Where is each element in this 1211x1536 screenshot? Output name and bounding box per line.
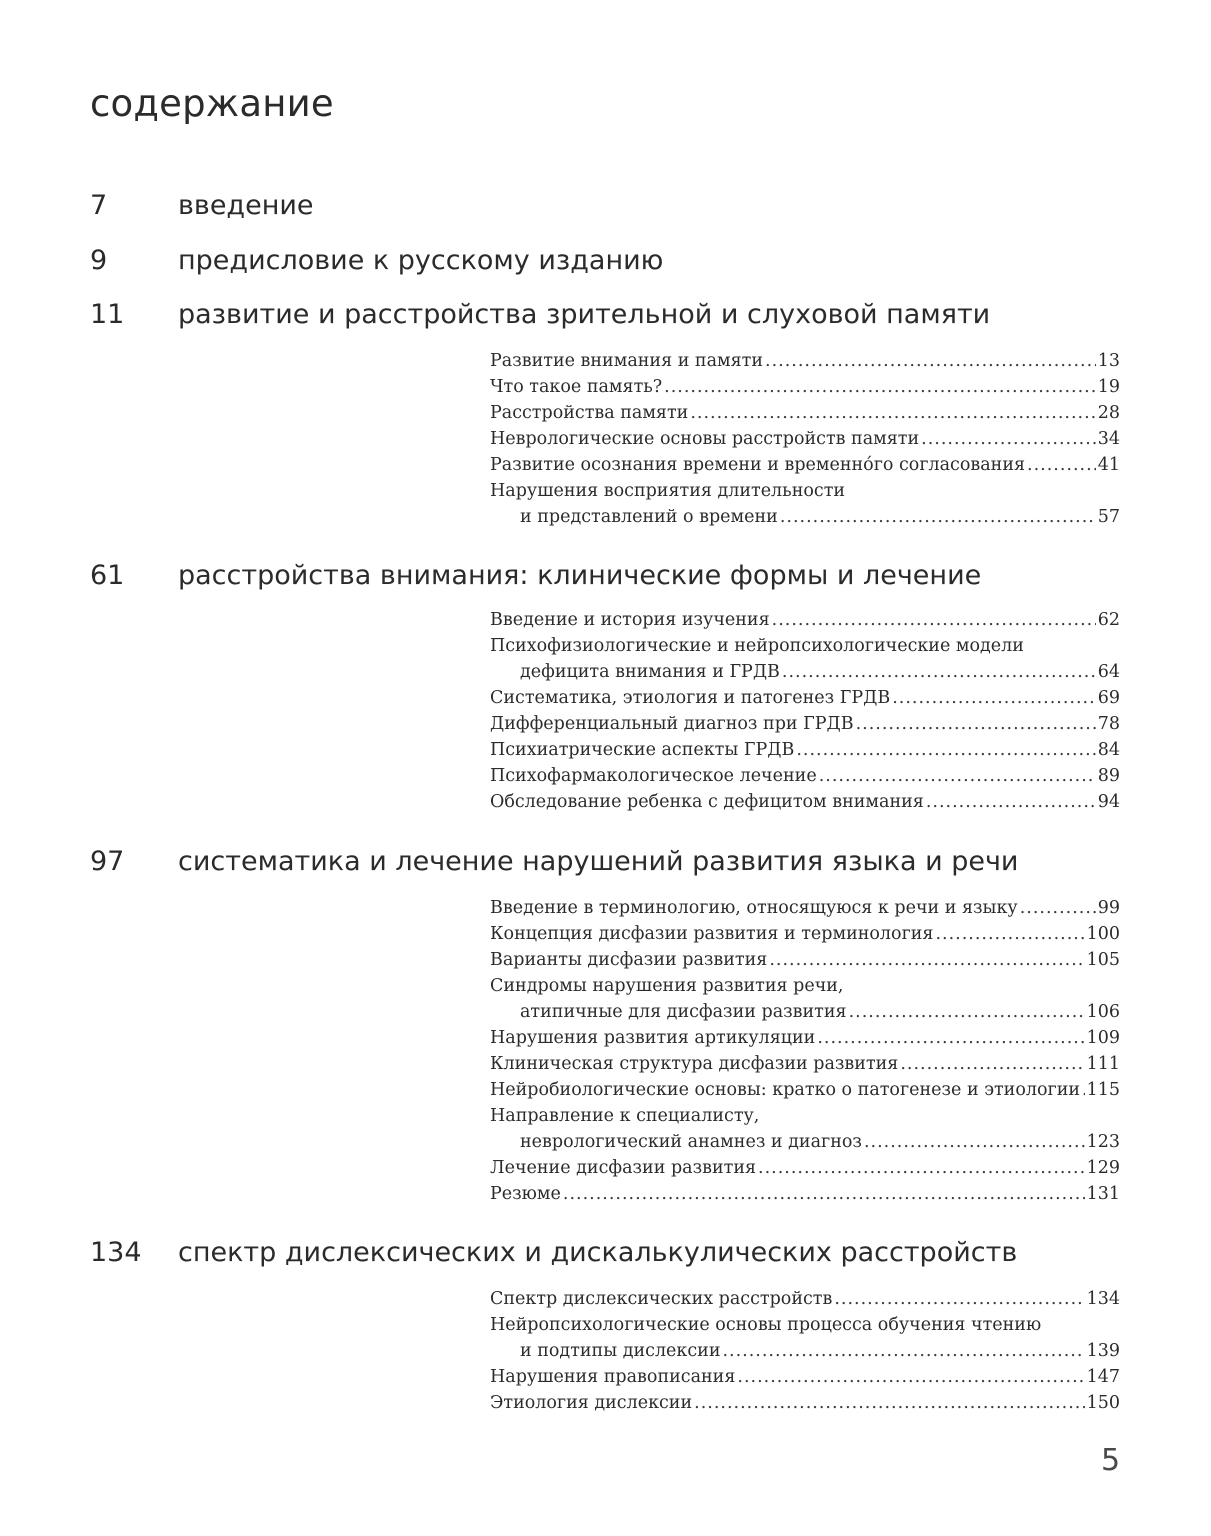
entry-title: Расстройства памяти	[490, 403, 689, 423]
section-list-dyslexia	[490, 1286, 1120, 1416]
toc-entry[interactable]	[490, 1390, 1120, 1416]
chapter-page-number: 61	[90, 560, 125, 591]
entry-title: Психиатрические аспекты ГРДВ	[490, 740, 795, 760]
entry-title: Что такое память?	[490, 377, 663, 397]
dot-leader	[772, 607, 1096, 633]
page-number: 5	[1101, 1443, 1121, 1478]
entry-title: Этиология дислексии	[490, 1393, 693, 1413]
entry-title: Концепция дисфазии развития и терминология	[490, 924, 934, 944]
entry-page: 34	[1097, 429, 1120, 449]
toc-entry-first-line[interactable]: Направление к специалисту,	[490, 1106, 760, 1126]
section-list-attention	[490, 607, 1120, 815]
entry-page: 62	[1097, 610, 1120, 630]
entry-title: Развитие внимания и памяти	[490, 351, 764, 371]
entry-title: Систематика, этиология и патогенез ГРДВ	[490, 688, 891, 708]
toc-entry[interactable]	[490, 504, 1120, 530]
toc-entry[interactable]	[490, 1077, 1120, 1103]
entry-title: и подтипы дислексии	[520, 1341, 721, 1361]
chapter-title: спектр дислексических и дискалькулических расстройств	[178, 1237, 1018, 1268]
toc-entry[interactable]	[490, 711, 1120, 737]
toc-entry-first-line[interactable]: Синдромы нарушения развития речи,	[490, 976, 844, 996]
toc-entry[interactable]	[490, 426, 1120, 452]
entry-page: 89	[1097, 766, 1120, 786]
entry-title: Введение и история изучения	[490, 610, 770, 630]
toc-entry-first-line[interactable]: Нейропсихологические основы процесса обучения чтению	[490, 1315, 1042, 1335]
entry-title: Обследование ребенка с дефицитом внимания	[490, 792, 924, 812]
entry-title: Введение в терминологию, относящуюся к речи и языку	[490, 898, 1018, 918]
chapter-title: систематика и лечение нарушений развития языка и речи	[178, 846, 1019, 877]
dot-leader	[817, 1025, 1084, 1051]
toc-entry[interactable]	[490, 895, 1120, 921]
dot-leader	[780, 504, 1096, 530]
entry-page: 84	[1097, 740, 1120, 760]
toc-entry[interactable]	[490, 789, 1120, 815]
entry-page: 41	[1097, 455, 1120, 475]
section-list-memory	[490, 348, 1120, 530]
entry-page: 134	[1086, 1289, 1120, 1309]
entry-page: 69	[1097, 688, 1120, 708]
entry-title: Лечение дисфазии развития	[490, 1158, 757, 1178]
chapter-page-number: 9	[90, 245, 108, 276]
dot-leader	[926, 789, 1096, 815]
entry-page: 94	[1097, 792, 1120, 812]
toc-entry[interactable]	[490, 1051, 1120, 1077]
toc-entry[interactable]	[490, 1286, 1120, 1312]
toc-entry[interactable]	[490, 452, 1120, 478]
entry-title: атипичные для дисфазии развития	[520, 1002, 847, 1022]
dot-leader	[900, 1051, 1084, 1077]
toc-entry[interactable]	[490, 685, 1120, 711]
dot-leader	[1020, 895, 1096, 921]
dot-leader	[765, 348, 1096, 374]
dot-leader	[921, 426, 1096, 452]
toc-entry-first-line[interactable]: Психофизиологические и нейропсихологические модели	[490, 636, 1024, 656]
toc-entry[interactable]	[490, 659, 1120, 685]
dot-leader	[737, 1364, 1084, 1390]
toc-entry[interactable]	[490, 999, 1120, 1025]
entry-page: 147	[1086, 1367, 1120, 1387]
entry-title: Психофармакологическое лечение	[490, 766, 817, 786]
entry-page: 150	[1086, 1393, 1120, 1413]
entry-page: 99	[1097, 898, 1120, 918]
entry-title: и представлений о времени	[520, 507, 778, 527]
entry-page: 129	[1086, 1158, 1120, 1178]
toc-entry[interactable]	[490, 1155, 1120, 1181]
dot-leader	[722, 1338, 1084, 1364]
toc-entry[interactable]	[490, 607, 1120, 633]
entry-title: Нейробиологические основы: кратко о патогенезе и этиологии	[490, 1080, 1081, 1100]
entry-page: 64	[1097, 662, 1120, 682]
entry-page: 115	[1086, 1080, 1120, 1100]
dot-leader	[563, 1181, 1085, 1207]
entry-page: 57	[1097, 507, 1120, 527]
dot-leader	[935, 921, 1084, 947]
dot-leader	[796, 737, 1095, 763]
dot-leader	[782, 659, 1096, 685]
entry-title: Развитие осознания времени и временнóго согласования	[490, 455, 1026, 475]
entry-page: 13	[1097, 351, 1120, 371]
dot-leader	[1027, 452, 1096, 478]
toc-entry-first-line[interactable]: Нарушения восприятия длительности	[490, 481, 846, 501]
dot-leader	[819, 763, 1096, 789]
dot-leader	[1082, 1077, 1085, 1103]
toc-entry[interactable]	[490, 348, 1120, 374]
entry-page: 105	[1086, 950, 1120, 970]
entry-title: Клиническая структура дисфазии развития	[490, 1054, 899, 1074]
entry-title: Спектр дислексических расстройств	[490, 1289, 833, 1309]
chapter-title: развитие и расстройства зрительной и слуховой памяти	[178, 299, 991, 330]
toc-entry[interactable]	[490, 374, 1120, 400]
entry-page: 28	[1097, 403, 1120, 423]
chapter-title: расстройства внимания: клинические формы и лечение	[178, 560, 982, 591]
entry-page: 78	[1097, 714, 1120, 734]
dot-leader	[834, 1286, 1084, 1312]
entry-page: 106	[1086, 1002, 1120, 1022]
dot-leader	[892, 685, 1096, 711]
dot-leader	[849, 999, 1085, 1025]
entry-title: Нарушения правописания	[490, 1367, 736, 1387]
chapter-page-number: 97	[90, 846, 125, 877]
dot-leader	[758, 1155, 1085, 1181]
entry-page: 100	[1086, 924, 1120, 944]
toc-entry[interactable]	[490, 947, 1120, 973]
entry-title: Варианты дисфазии развития	[490, 950, 768, 970]
entry-title: Резюме	[490, 1184, 561, 1204]
page-title: содержание	[90, 82, 334, 125]
section-list-language	[490, 895, 1120, 1207]
dot-leader	[690, 400, 1095, 426]
toc-entry[interactable]	[490, 1129, 1120, 1155]
entry-page: 111	[1086, 1054, 1120, 1074]
entry-title: неврологический анамнез и диагноз	[520, 1132, 862, 1152]
dot-leader	[856, 711, 1096, 737]
toc-entry[interactable]	[490, 400, 1120, 426]
toc-entry[interactable]	[490, 1364, 1120, 1390]
entry-title: дефицита внимания и ГРДВ	[520, 662, 780, 682]
entry-page: 109	[1086, 1028, 1120, 1048]
entry-page: 139	[1086, 1341, 1120, 1361]
entry-title: Дифференциальный диагноз при ГРДВ	[490, 714, 854, 734]
entry-page: 123	[1086, 1132, 1120, 1152]
chapter-page-number: 11	[90, 299, 125, 330]
entry-title: Нарушения развития артикуляции	[490, 1028, 816, 1048]
dot-leader	[694, 1390, 1084, 1416]
toc-entry[interactable]	[490, 737, 1120, 763]
entry-page: 19	[1097, 377, 1120, 397]
toc-entry[interactable]	[490, 1025, 1120, 1051]
dot-leader	[864, 1129, 1085, 1155]
chapter-title: введение	[178, 190, 314, 221]
dot-leader	[769, 947, 1084, 973]
chapter-title: предисловие к русскому изданию	[178, 245, 664, 276]
dot-leader	[664, 374, 1096, 400]
toc-entry[interactable]	[490, 921, 1120, 947]
chapter-page-number: 134	[90, 1237, 142, 1268]
toc-entry[interactable]	[490, 1338, 1120, 1364]
toc-entry[interactable]	[490, 763, 1120, 789]
entry-page: 131	[1086, 1184, 1120, 1204]
entry-title: Неврологические основы расстройств памяти	[490, 429, 920, 449]
chapter-page-number: 7	[90, 190, 108, 221]
toc-entry[interactable]	[490, 1181, 1120, 1207]
